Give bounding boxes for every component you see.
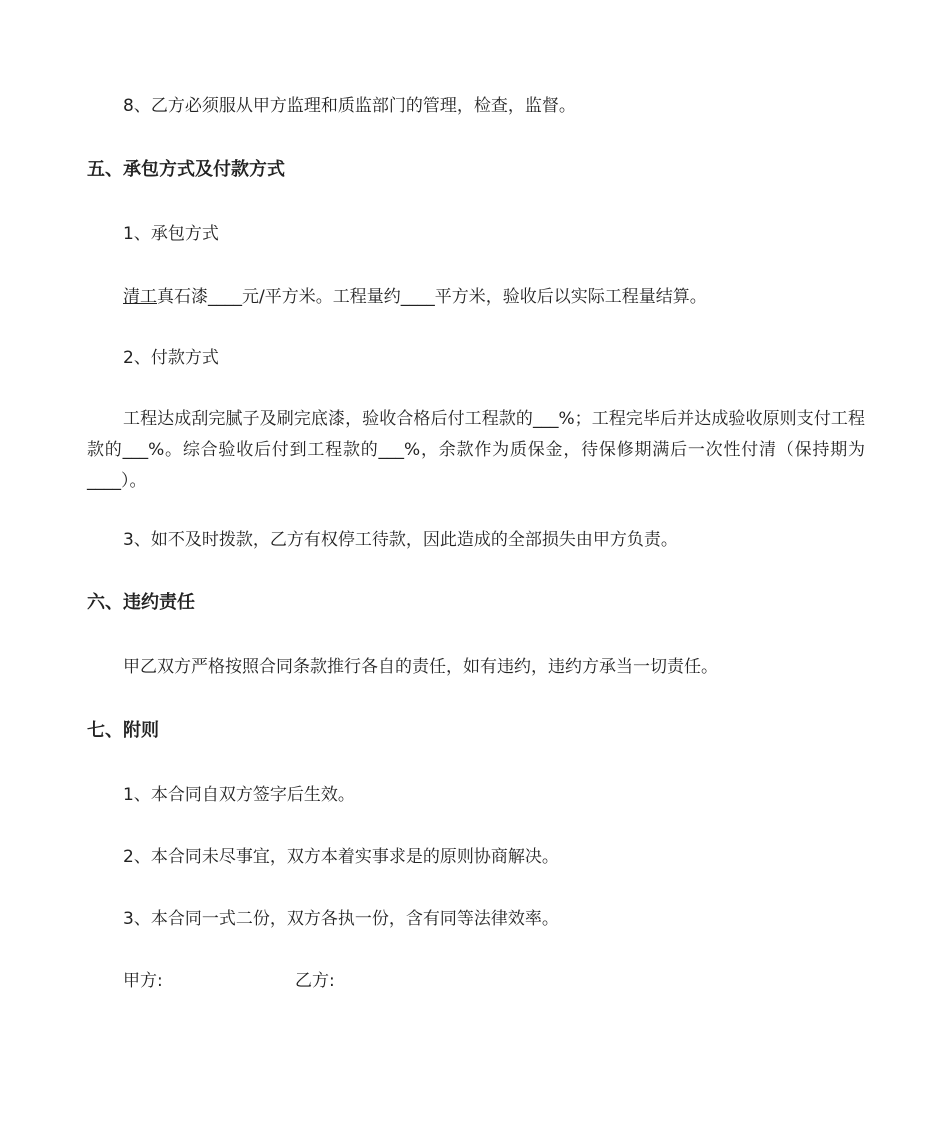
contract-method-rest: 真石漆____元/平方米。工程量约____平方米，验收后以实际工程量结算。 [157, 287, 707, 307]
section-5-heading: 五、承包方式及付款方式 [87, 159, 285, 180]
section-7-heading: 七、附则 [87, 720, 159, 741]
clause-late-payment: 3、如不及时拨款，乙方有权停工待款，因此造成的全部损失由甲方负责。 [123, 530, 678, 550]
subsection-contract-method: 1、承包方式 [123, 224, 219, 244]
breach-liability-text: 甲乙双方严格按照合同条款推行各自的责任，如有违约，违约方承当一切责任。 [123, 657, 718, 677]
subsection-payment-method: 2、付款方式 [123, 348, 219, 368]
underlined-term: 清工 [123, 287, 157, 307]
signature-party-b: 乙方: [295, 971, 335, 991]
contract-method-text [123, 287, 707, 307]
supplementary-item-1: 1、本合同自双方签字后生效。 [123, 785, 355, 805]
supplementary-item-2: 2、本合同未尽事宜，双方本着实事求是的原则协商解决。 [123, 847, 559, 867]
clause-8: 8、乙方必须服从甲方监理和质监部门的管理，检查，监督。 [123, 96, 576, 116]
signature-party-a: 甲方: [123, 971, 163, 991]
supplementary-item-3: 3、本合同一式二份，双方各执一份，含有同等法律效率。 [123, 909, 559, 929]
section-6-heading: 六、违约责任 [87, 592, 195, 613]
payment-method-paragraph: 工程达成刮完腻子及刷完底漆，验收合格后付工程款的___%；工程完毕后并达成验收原则支付工程款的___%。综合验收后付到工程款的___%，余款作为质保金，待保修期满后一次性付清（保持期为____）。 [87, 409, 865, 491]
